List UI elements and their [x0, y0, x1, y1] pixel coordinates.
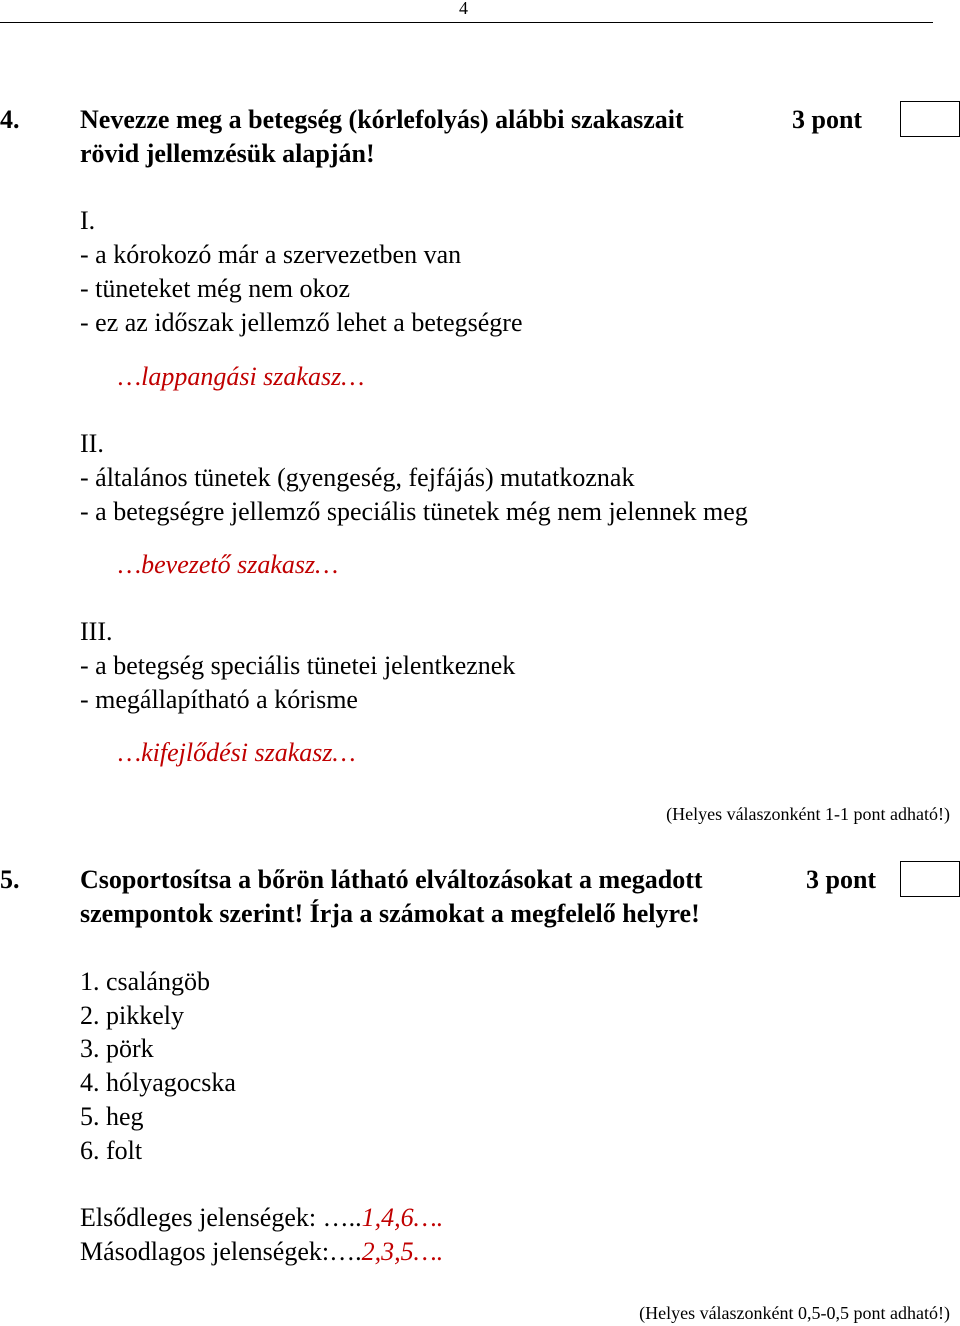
q4-section1-answer: …lappangási szakasz… — [118, 362, 365, 391]
q4-section1-item: - ez az időszak jellemző lehet a betegségre — [80, 308, 523, 337]
q5-secondary-answer: 2,3,5…. — [361, 1237, 444, 1266]
q4-title-line2: rövid jellemzésük alapján! — [80, 139, 375, 168]
q4-score-box[interactable] — [900, 101, 960, 137]
q4-points: 3 pont — [792, 105, 863, 134]
q4-section1-roman: I. — [80, 206, 96, 235]
q4-section1-item: - tüneteket még nem okoz — [80, 274, 351, 303]
q5-primary-row — [80, 1201, 443, 1235]
q4-section2-item: - a betegségre jellemző speciális tünetek még nem jelennek meg — [80, 497, 748, 526]
q5-list-item: 6. folt — [80, 1136, 143, 1165]
q4-section3-answer: …kifejlődési szakasz… — [118, 738, 356, 767]
q5-list-item: 4. hólyagocska — [80, 1068, 236, 1097]
q4-section2-item: - általános tünetek (gyengeség, fejfájás) mutatkoznak — [80, 463, 635, 492]
q4-section2-answer: …bevezető szakasz… — [118, 550, 339, 579]
q5-primary-answer: 1,4,6…. — [361, 1203, 444, 1232]
q4-section3-item: - a betegség speciális tünetei jelentkeznek — [80, 651, 516, 680]
header-rule — [0, 22, 933, 23]
q5-scoring-note: (Helyes válaszonként 0,5-0,5 pont adható!) — [639, 1303, 950, 1323]
q4-title-line1: Nevezze meg a betegség (kórlefolyás) alábbi szakaszait — [80, 105, 684, 134]
q4-scoring-note: (Helyes válaszonként 1-1 pont adható!) — [666, 804, 950, 824]
page-number: 4 — [459, 0, 468, 18]
q5-secondary-row — [80, 1235, 443, 1269]
q5-number: 5. — [0, 865, 20, 894]
q5-list-item: 3. pörk — [80, 1034, 154, 1063]
q5-secondary-label: Másodlagos jelenségek:…. — [80, 1237, 362, 1266]
q4-section1-item: - a kórokozó már a szervezetben van — [80, 240, 462, 269]
q5-list-item: 1. csalángöb — [80, 967, 210, 996]
q4-section3-roman: III. — [80, 617, 113, 646]
q4-number: 4. — [0, 105, 20, 134]
q4-section3-item: - megállapítható a kórisme — [80, 685, 358, 714]
q5-score-box[interactable] — [900, 861, 960, 897]
q5-list-item: 2. pikkely — [80, 1001, 184, 1030]
q5-title-line1: Csoportosítsa a bőrön látható elváltozásokat a megadott — [80, 865, 703, 894]
q5-primary-label: Elsődleges jelenségek: ….. — [80, 1203, 362, 1232]
q5-title-line2: szempontok szerint! Írja a számokat a megfelelő helyre! — [80, 899, 700, 928]
q5-list-item: 5. heg — [80, 1102, 144, 1131]
q5-points: 3 pont — [806, 865, 877, 894]
q4-section2-roman: II. — [80, 429, 104, 458]
